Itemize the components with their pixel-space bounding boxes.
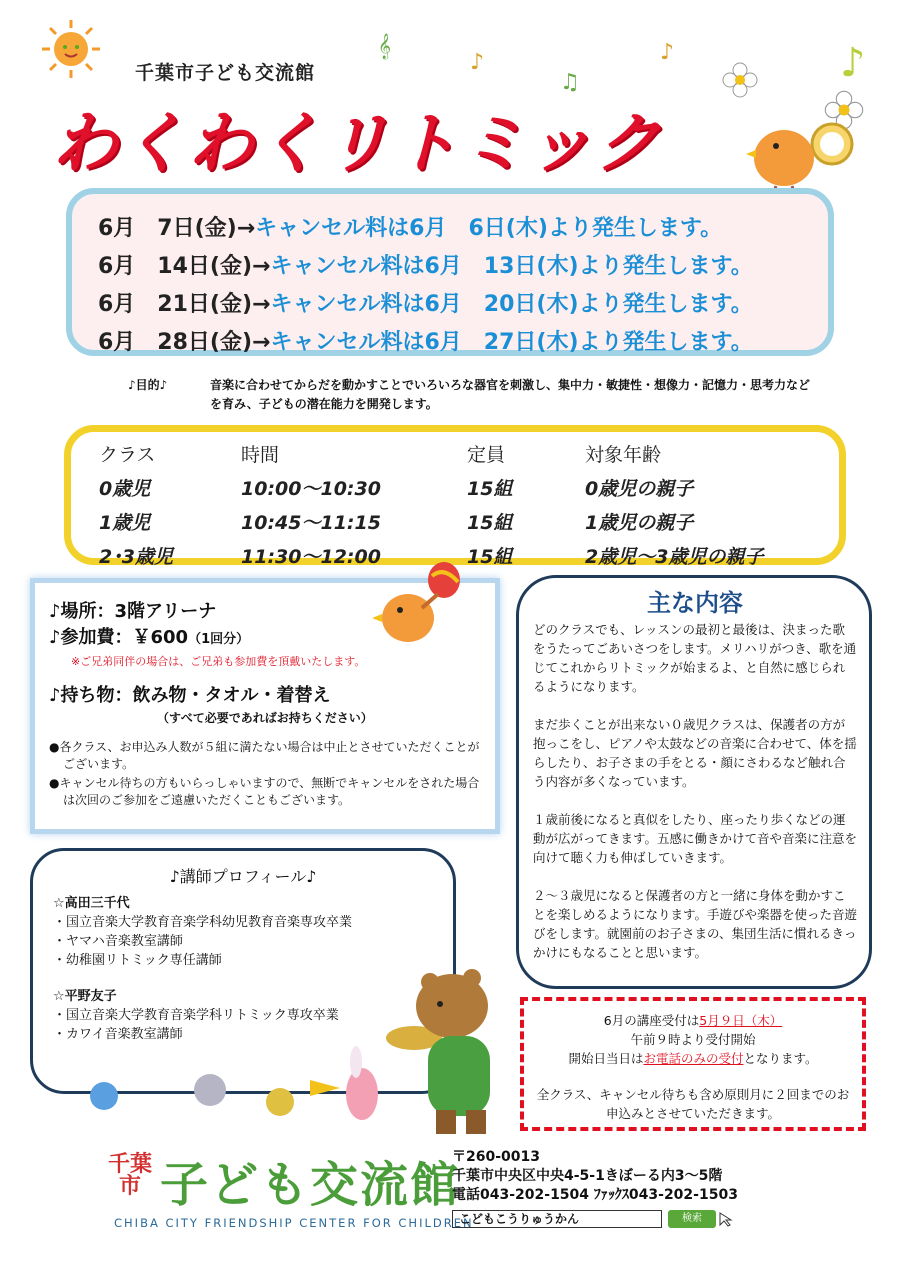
music-note-icon: ♪ (660, 40, 675, 65)
cancel-notice: キャンセル料は6月 20日(木)より発生します。 (270, 292, 753, 317)
place-text: ♪場所：3階アリーナ (49, 601, 217, 622)
column-header: 時間 (241, 443, 280, 466)
phone-only-notice: お電話のみの受付 (643, 1051, 744, 1066)
table-header-row (99, 436, 835, 470)
page-title: わくわくリトミック (52, 105, 663, 182)
table-cell: 15組 (467, 511, 513, 534)
notice-line: 全クラス、キャンセル待ちも含め原則月に２回までのお申込みとさせていただきます。 (536, 1087, 850, 1121)
table-cell: 10:00〜10:30 (241, 477, 381, 500)
search-input[interactable]: こどもこうりゅうかん (452, 1210, 662, 1228)
table-cell: 2歳児〜3歳児の親子 (585, 545, 764, 568)
table-cell: 0歳児の親子 (585, 477, 694, 500)
content-paragraph: １歳前後になると真似をしたり、座ったり歩くなどの運動が広がってきます。五感に働きかけて音や音楽に注意を向けて聴く力も伸ばしていきます。 (533, 812, 858, 865)
profile-item: ・カワイ音楽教室講師 (53, 1027, 183, 1042)
content-title: 主な内容 (647, 589, 743, 617)
schedule-row (98, 248, 828, 286)
music-note-icon: ♪ (840, 40, 866, 86)
fee-note: ※ご兄弟同伴の場合は、ご兄弟も参加費を頂戴いたします。 (71, 655, 366, 668)
cancel-notice: キャンセル料は6月 6日(木)より発生します。 (255, 216, 723, 241)
profile-item: ・幼稚園リトミック専任講師 (53, 953, 222, 968)
content-paragraph: ２～３歳児になると保護者の方と一緒に身体を動かすことを楽しめるようになります。手遊びや楽器を使った音遊びをします。就園前のお子さまの、集団生活に慣れるきっかけにもなることと思います。 (533, 888, 858, 960)
items-text: ♪持ち物：飲み物・タオル・着替え (49, 685, 331, 706)
postal-code: 〒260-0013 (452, 1149, 540, 1165)
schedule-date: 6月 7日(金)→ (98, 216, 256, 241)
notice-line (532, 1011, 854, 1030)
items-note: （すべて必要であればお持ちください） (157, 711, 373, 725)
column-header: 定員 (467, 443, 506, 466)
notice-text: 開始日当日は (568, 1051, 644, 1066)
facility-logo (108, 1136, 474, 1236)
table-cell: 1歳児 (99, 511, 151, 534)
schedule-date: 6月 28日(金)→ (98, 330, 271, 355)
registration-date: 5月９日（木） (699, 1013, 783, 1028)
schedule-row (98, 210, 828, 248)
bird-tambourine-illustration (746, 104, 856, 200)
schedule-row (98, 324, 828, 362)
phone-fax: 電話043-202-1504 ﾌｧｯｸｽ043-202-1503 (452, 1187, 738, 1203)
organization-name: 千葉市子ども交流館 (135, 62, 316, 84)
schedule-date: 6月 21日(金)→ (98, 292, 271, 317)
notice-text: 6月の講座受付は (603, 1013, 700, 1028)
address: 千葉市中央区中央4-5-1きぼーる内3～5階 (452, 1168, 723, 1184)
notice-text: となります。 (743, 1051, 818, 1066)
logo-main-text: 子ども交流館 (160, 1157, 461, 1213)
profile-item: ・ヤマハ音楽教室講師 (53, 934, 183, 949)
fee-unit: （1回分） (188, 632, 250, 647)
logo-english-text: CHIBA CITY FRIENDSHIP CENTER FOR CHILDREN (114, 1216, 474, 1230)
flower-icon (720, 60, 760, 100)
instructor-name: ☆高田三千代 (53, 896, 130, 911)
content-paragraph: まだ歩くことが出来ない０歳児クラスは、保護者の方が抱っこをし、ピアノや太鼓などの音楽に合わせて、体を揺らしたり、お子さまの手をとる・顔にさわるなど触れ合う内容が多くなっています。 (533, 717, 857, 789)
profile-item: ・国立音楽大学教育音楽学科リトミック専攻卒業 (53, 1008, 339, 1023)
schedule-box (66, 188, 834, 356)
fee-text: ♪参加費：￥600 (49, 627, 189, 648)
instructor-name: ☆平野友子 (53, 989, 117, 1004)
table-cell: 11:30〜12:00 (241, 545, 381, 568)
table-cell: 15組 (467, 545, 513, 568)
registration-notice (520, 997, 866, 1131)
purpose-label: ♪目的♪ (128, 378, 168, 392)
profile-title: ♪講師プロフィール♪ (169, 867, 317, 886)
column-header: クラス (99, 443, 156, 466)
main-content-box (516, 575, 872, 989)
table-cell: 15組 (467, 477, 513, 500)
content-paragraph: どのクラスでも、レッスンの最初と最後は、決まった歌をうたってごあいさつをします。メリハリがつき、歌を通じてこれからリトミックが始まるよ、と自然に感じられるようになります。 (533, 622, 857, 694)
music-note-icon: ♫ (560, 70, 580, 95)
cancel-notice: キャンセル料は6月 13日(木)より発生します。 (270, 254, 753, 279)
table-cell: 1歳児の親子 (585, 511, 694, 534)
notice-bullet: ●キャンセル待ちの方もいらっしゃいますので、無断でキャンセルをされた場合は次回のご参加をご遠慮いただくこともございます。 (49, 776, 480, 807)
table-row (99, 470, 835, 504)
table-row (99, 504, 835, 538)
sun-illustration (40, 18, 102, 80)
notice-line (532, 1049, 854, 1068)
purpose-text: 音楽に合わせてからだを動かすことでいろいろな器官を刺激し、集中力・敏捷性・想像力・記憶力・思考力などを育み、子どもの潜在能力を開発します。 (210, 378, 811, 411)
schedule-date: 6月 14日(金)→ (98, 254, 271, 279)
column-header: 対象年齢 (585, 443, 662, 466)
bear-cymbals-illustration (384, 960, 514, 1140)
table-cell: 2･3歳児 (99, 545, 173, 568)
music-note-icon: 𝄞 (378, 34, 392, 59)
cursor-icon (718, 1211, 734, 1227)
music-note-icon: ♪ (470, 50, 485, 75)
schedule-row (98, 286, 828, 324)
bird-maracas-illustration (372, 560, 472, 656)
search-button[interactable]: 検索 (668, 1210, 716, 1228)
class-table (64, 425, 846, 568)
cancel-notice: キャンセル料は6月 27日(木)より発生します。 (270, 330, 753, 355)
table-cell: 10:45〜11:15 (241, 511, 381, 534)
table-cell: 0歳児 (99, 477, 151, 500)
contact-info (452, 1148, 738, 1205)
search-bar (452, 1210, 734, 1228)
logo-city: 千葉市 (108, 1152, 153, 1199)
profile-item: ・国立音楽大学教育音楽学科幼児教育音楽専攻卒業 (53, 915, 353, 930)
notice-line: 午前９時より受付開始 (630, 1032, 756, 1047)
notice-bullet: ●各クラス、お申込み人数が５組に満たない場合は中止とさせていただくことがございます。 (49, 740, 480, 771)
